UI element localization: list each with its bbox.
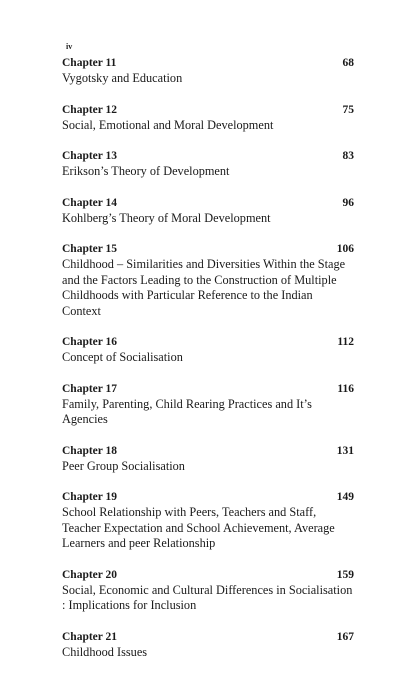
table-of-contents: [62, 56, 354, 676]
page-number: iv: [66, 42, 73, 51]
page-ref: 159: [336, 568, 354, 581]
toc-entry-head: [62, 490, 354, 505]
chapter-label: Chapter 20: [62, 568, 118, 581]
toc-entry-chapter-18: [62, 444, 354, 475]
toc-entry-head: [62, 335, 354, 350]
toc-entry-head: [62, 103, 354, 118]
page-ref: 106: [336, 243, 354, 255]
toc-entry-chapter-21: [62, 630, 354, 661]
chapter-label: Chapter 11: [62, 57, 117, 69]
page-ref: 68: [342, 57, 354, 69]
chapter-title: Childhood Issues: [62, 644, 148, 659]
chapter-title: Family, Parenting, Child Rearing Practices and It’s Agencies: [62, 396, 312, 426]
toc-entry-head: [62, 444, 354, 459]
toc-entry-chapter-13: [62, 149, 354, 180]
page-ref: 83: [342, 150, 354, 162]
chapter-label: Chapter 14: [62, 196, 118, 209]
toc-entry-head: [62, 568, 354, 583]
chapter-title: Social, Emotional and Moral Development: [62, 117, 274, 132]
chapter-title: Peer Group Socialisation: [62, 458, 185, 473]
toc-entry-head: [62, 242, 354, 257]
page-ref: 167: [336, 630, 354, 643]
toc-entry-head: [62, 149, 354, 164]
chapter-title: Childhood – Similarities and Diversities Within the Stage and the Factors Leading to the Construction of Multiple Childhoods with Particular Reference to the Indian Context: [62, 257, 346, 318]
chapter-label: Chapter 18: [62, 444, 118, 457]
chapter-title: Vygotsky and Education: [62, 71, 183, 85]
page-ref: 116: [337, 382, 354, 395]
chapter-title: School Relationship with Peers, Teachers and Staff, Teacher Expectation and School Achievement, Average Learners and peer Relationship: [62, 505, 335, 550]
toc-entry-chapter-14: [62, 196, 354, 227]
chapter-title: Kohlberg’s Theory of Moral Development: [62, 210, 271, 225]
chapter-title: Concept of Socialisation: [62, 350, 183, 364]
chapter-label: Chapter 21: [62, 630, 118, 643]
toc-entry-chapter-15: [62, 242, 354, 319]
chapter-title: Erikson’s Theory of Development: [62, 164, 230, 178]
chapter-label: Chapter 16: [62, 336, 118, 348]
page-ref: 131: [336, 444, 354, 457]
toc-entry-head: [62, 196, 354, 211]
chapter-label: Chapter 13: [62, 150, 118, 162]
chapter-label: Chapter 12: [62, 103, 118, 116]
toc-entry-head: [62, 382, 354, 397]
toc-entry-chapter-20: [62, 568, 354, 614]
chapter-label: Chapter 17: [62, 382, 118, 395]
page-ref: 96: [342, 196, 354, 209]
chapter-title: Social, Economic and Cultural Differences in Socialisation : Implications for Inclusion: [62, 582, 353, 612]
toc-entry-chapter-16: [62, 335, 354, 366]
page-ref: 149: [336, 491, 354, 503]
toc-entry-chapter-19: [62, 490, 354, 552]
toc-entry-chapter-11: [62, 56, 354, 87]
toc-entry-head: [62, 630, 354, 645]
chapter-label: Chapter 15: [62, 243, 118, 255]
toc-entry-chapter-17: [62, 382, 354, 428]
page-ref: 112: [337, 336, 354, 348]
toc-entry-head: [62, 56, 354, 71]
toc-entry-chapter-12: [62, 103, 354, 134]
chapter-label: Chapter 19: [62, 491, 118, 503]
page-ref: 75: [342, 103, 354, 116]
